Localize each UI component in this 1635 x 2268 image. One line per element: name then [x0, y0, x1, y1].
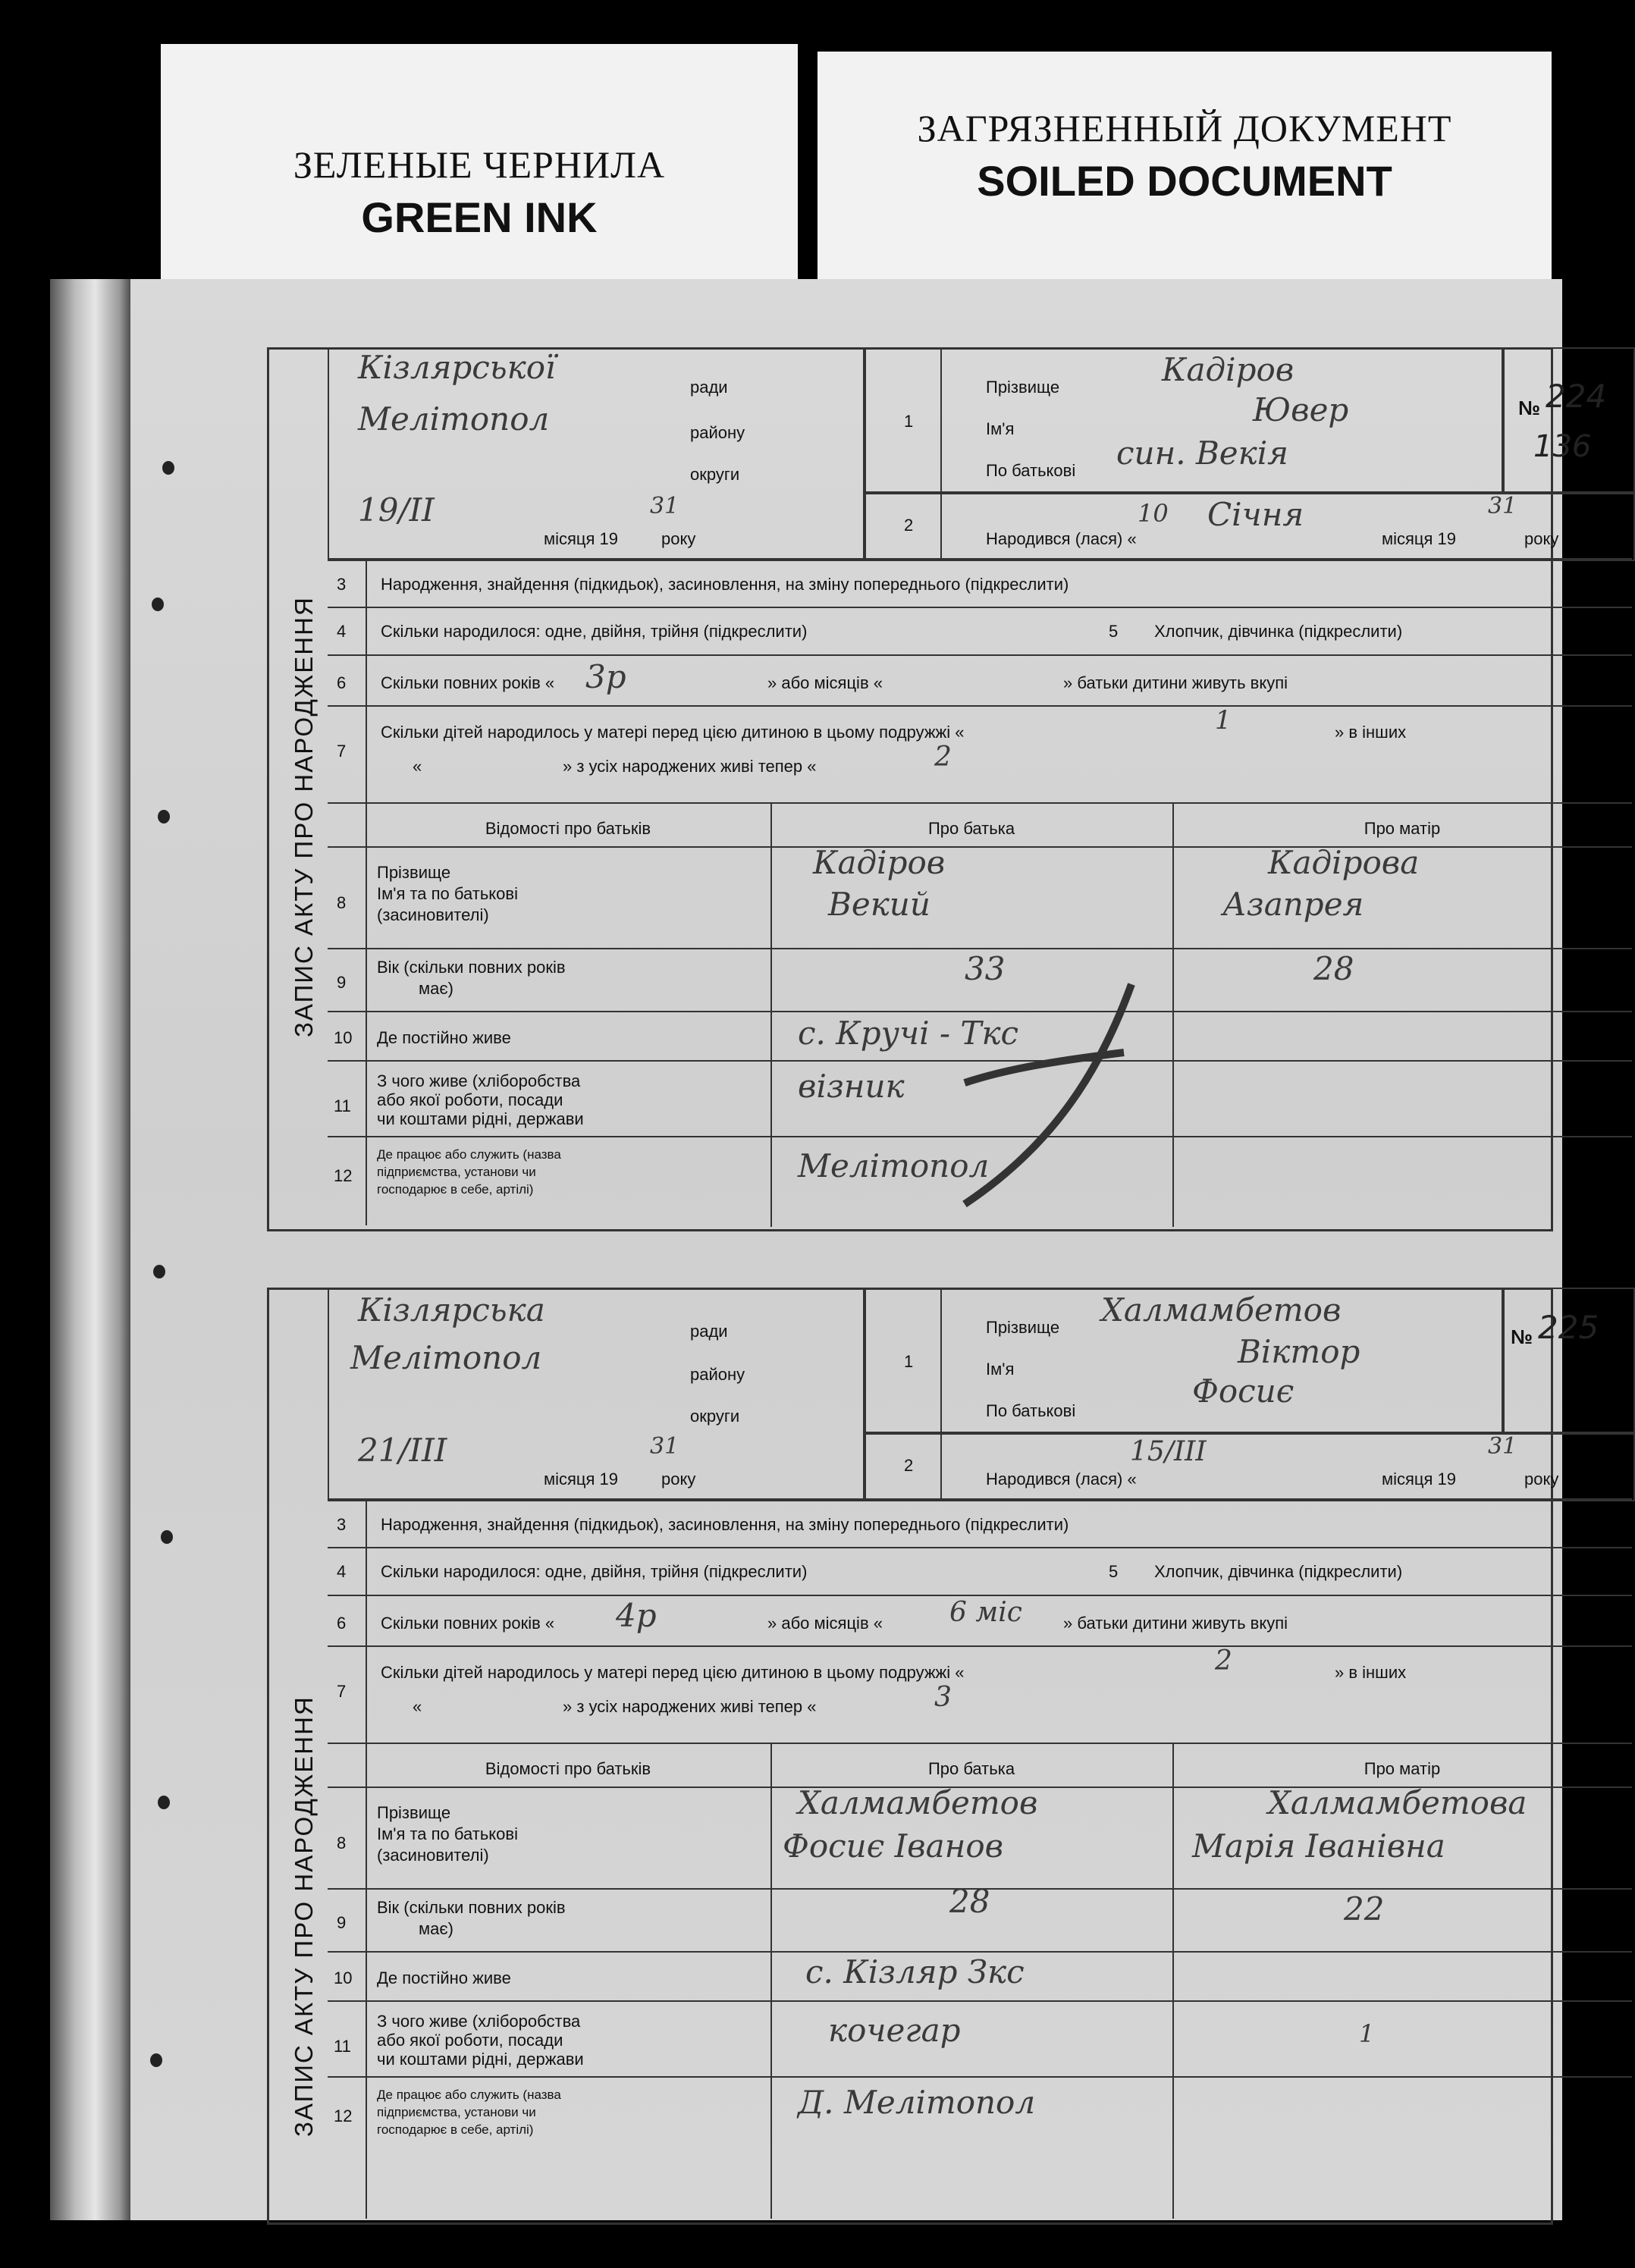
row-line	[328, 654, 1632, 656]
hw-father-work: Мелітопол	[798, 1147, 990, 1184]
label-raion: району	[690, 1365, 745, 1384]
hw-mother-surname: Кадірова	[1268, 844, 1420, 881]
cancellation-stroke	[949, 977, 1147, 1219]
hw-born-day: 10	[1138, 499, 1169, 528]
row-line	[328, 846, 1632, 848]
hw-years: 3р	[585, 658, 626, 695]
row6-text-c: » батьки дитини живуть вкупі	[1063, 673, 1288, 692]
header-father: Про батька	[927, 1759, 1015, 1778]
r12-label-c: господарює в себе, артілі)	[377, 2122, 534, 2137]
hw-father-surname: Халмамбетов	[798, 1784, 1038, 1821]
hw-alive: 3	[934, 1682, 952, 1713]
hw-alive: 2	[934, 742, 952, 773]
r8-label-b: Ім'я та по батькові	[377, 884, 518, 903]
r12-label-b: підприємства, установи чи	[377, 2105, 536, 2119]
hw-father-occupation: візник	[798, 1068, 905, 1105]
binding-spine	[50, 279, 132, 2220]
row7-text-b: » в інших	[1335, 723, 1407, 742]
row3-text: Народження, знайдення (підкидьок), засиновлення, на зміну попереднього (підкреслити)	[381, 1515, 1069, 1534]
hw-surname: Кадіров	[1162, 351, 1295, 388]
row-number: 7	[337, 742, 347, 761]
row3-text: Народження, знайдення (підкидьок), засиновлення, на зміну попереднього (підкреслити)	[381, 575, 1069, 594]
label-roku: року	[1524, 529, 1559, 548]
number-column-divider	[366, 1498, 367, 2219]
soiled-document-label-en: SOILED DOCUMENT	[977, 157, 1392, 205]
row-number: 9	[337, 1913, 347, 1932]
header-info: Відомості про батьків	[485, 819, 651, 838]
row6-text-b: » або місяців «	[767, 673, 883, 692]
row5-text: Хлопчик, дівчинка (підкреслити)	[1154, 622, 1403, 641]
label-name: Ім'я	[986, 419, 1015, 438]
hw-raion: Мелітопол	[358, 400, 550, 438]
header-father: Про батька	[927, 819, 1015, 838]
hw-born-month: Січня	[1207, 496, 1304, 533]
record-number-2: 136	[1533, 429, 1592, 464]
hw-patronymic: Фосиє	[1192, 1372, 1295, 1410]
hw-father-work: Д. Мелітопол	[798, 2084, 1036, 2121]
row4-text: Скільки народилося: одне, двійня, трійня (підкреслити)	[381, 1562, 808, 1581]
hw-date: 21/ІІІ	[358, 1432, 447, 1469]
hw-date: 19/ІІ	[358, 491, 435, 529]
label-roku: року	[1524, 1470, 1559, 1488]
row7-text-c: «	[413, 1697, 422, 1716]
r8-label-c: (засиновителі)	[377, 1846, 489, 1865]
label-okrugy: округи	[690, 1407, 740, 1426]
r8-label-a: Прізвище	[377, 1803, 451, 1822]
soiled-document-label-ru: ЗАГРЯЗНЕННЫЙ ДОКУМЕНТ	[917, 107, 1452, 149]
r11-label-c: чи коштами рідні, держави	[377, 2050, 584, 2069]
green-ink-label-en: GREEN INK	[361, 193, 598, 241]
hw-father-surname: Кадіров	[813, 844, 946, 881]
label-name: Ім'я	[986, 1360, 1015, 1379]
label-patronymic: По батькові	[986, 461, 1076, 480]
row7-text-a: Скільки дітей народилось у матері перед цією дитиною в цьому подружжі «	[381, 1663, 965, 1682]
row-line	[328, 1645, 1632, 1647]
green-ink-label-card	[161, 44, 798, 287]
label-rada: ради	[690, 378, 728, 397]
hw-father-occupation: кочегар	[828, 2012, 961, 2049]
hw-rada: Кізлярської	[358, 349, 556, 386]
r11-label-b: або якої роботи, посади	[377, 1090, 563, 1109]
row-line	[328, 1498, 1632, 1500]
hw-year: 31	[650, 1433, 679, 1460]
hw-surname: Халмамбетов	[1101, 1291, 1342, 1328]
label-rada: ради	[690, 1322, 728, 1341]
r9-label-a: Вік (скільки повних років	[377, 1898, 566, 1917]
hw-born-year: 31	[1488, 493, 1517, 519]
row-number: 12	[334, 2106, 353, 2125]
r12-label-b: підприємства, установи чи	[377, 1165, 536, 1179]
r11-label-b: або якої роботи, посади	[377, 2031, 563, 2050]
hw-mother-name: Азапрея	[1222, 886, 1364, 923]
r10-label: Де постійно живе	[377, 1028, 511, 1047]
row7-text-d: » з усіх народжених живі тепер «	[563, 1697, 817, 1716]
row6-text-a: Скільки повних років «	[381, 1614, 555, 1633]
label-born: Народився (лася) «	[986, 529, 1137, 548]
row-line	[328, 607, 1632, 608]
number-column-divider	[366, 558, 367, 1225]
row-line	[328, 705, 1632, 707]
hw-born-year: 31	[1488, 1433, 1517, 1460]
r9-label-b: має)	[419, 979, 453, 998]
birth-record-225	[130, 1288, 1599, 2220]
label-okrugy: округи	[690, 465, 740, 484]
divider	[940, 347, 942, 491]
hw-raion: Мелітопол	[350, 1339, 542, 1376]
row5-text: Хлопчик, дівчинка (підкреслити)	[1154, 1562, 1403, 1581]
column-divider	[1172, 802, 1174, 1227]
row-line	[328, 2076, 1632, 2078]
number-sign: №	[1518, 397, 1540, 419]
row-number: 5	[1109, 622, 1119, 641]
row-number: 11	[334, 2037, 351, 2056]
label-misiatsia: місяця 19	[1382, 1470, 1457, 1488]
row6-text-a: Скільки повних років «	[381, 673, 555, 692]
row-line	[328, 1951, 1632, 1953]
row-line	[328, 558, 1632, 560]
r9-label-b: має)	[419, 1919, 453, 1938]
r11-label-a: З чого живе (хліборобства	[377, 1071, 581, 1090]
hw-mother-age: 28	[1313, 950, 1354, 987]
r11-label-a: З чого живе (хліборобства	[377, 2012, 581, 2031]
row-number: 12	[334, 1166, 353, 1185]
hw-mother-surname: Халмамбетова	[1268, 1784, 1527, 1821]
r12-label-a: Де працює або служить (назва	[377, 2088, 561, 2102]
hw-name: Ювер	[1253, 391, 1349, 428]
hw-father-age: 28	[949, 1883, 990, 1920]
row-number: 3	[337, 575, 347, 594]
row-number: 5	[1109, 1562, 1119, 1581]
row7-text-a: Скільки дітей народилось у матері перед цією дитиною в цьому подружжі «	[381, 723, 965, 742]
r10-label: Де постійно живе	[377, 1968, 511, 1987]
row7-text-c: «	[413, 757, 422, 776]
hw-years: 4р	[616, 1597, 657, 1634]
register-page	[130, 279, 1607, 2220]
row-number: 3	[337, 1515, 347, 1534]
hw-born-day: 15/ІІІ	[1130, 1436, 1207, 1467]
row-number: 6	[337, 1614, 347, 1633]
divider	[940, 1288, 942, 1432]
hw-name: Віктор	[1238, 1333, 1360, 1370]
number-sign: №	[1511, 1325, 1533, 1348]
label-surname: Прізвище	[986, 1318, 1060, 1337]
row-number: 2	[904, 516, 914, 535]
hw-children-before: 1	[1215, 705, 1232, 736]
row-line	[328, 948, 1632, 949]
divider	[940, 1432, 942, 1498]
record-number: 224	[1546, 378, 1607, 415]
header-mother: Про матір	[1364, 819, 1441, 838]
hw-father-residence: с. Кручі - Ткс	[798, 1015, 1019, 1052]
row-number: 2	[904, 1456, 914, 1475]
divider	[940, 491, 942, 558]
r12-label-c: господарює в себе, артілі)	[377, 1182, 534, 1197]
header-info: Відомості про батьків	[485, 1759, 651, 1778]
row-number: 1	[904, 412, 914, 431]
row-number: 7	[337, 1682, 347, 1701]
r8-label-a: Прізвище	[377, 863, 451, 882]
born-box	[863, 1432, 1635, 1501]
birth-record-224	[130, 279, 1607, 1212]
label-misiatsia: місяця 19	[1382, 529, 1457, 548]
record-number: 225	[1538, 1309, 1599, 1346]
binding-hole	[153, 1265, 165, 1278]
hw-patronymic: син. Векія	[1116, 434, 1288, 472]
row-number: 4	[337, 622, 347, 641]
row-number: 8	[337, 1834, 347, 1852]
label-roku: року	[661, 1470, 696, 1488]
label-roku: року	[661, 529, 696, 548]
r8-label-c: (засиновителі)	[377, 905, 489, 924]
record-side-title: ЗАПИС АКТУ ПРО НАРОДЖЕННЯ	[290, 1696, 318, 2137]
hw-father-residence: с. Кізляр Зкс	[805, 1953, 1025, 1990]
label-surname: Прізвище	[986, 378, 1060, 397]
row7-text-b: » в інших	[1335, 1663, 1407, 1682]
record-number-box	[1502, 347, 1635, 494]
r8-label-b: Ім'я та по батькові	[377, 1824, 518, 1843]
row-line	[328, 1595, 1632, 1596]
row-number: 11	[334, 1096, 351, 1115]
record-side-title: ЗАПИС АКТУ ПРО НАРОДЖЕННЯ	[290, 596, 318, 1037]
hw-mother-occupation: 1	[1359, 2019, 1375, 2048]
label-misiatsia: місяця 19	[544, 529, 619, 548]
header-mother: Про матір	[1364, 1759, 1441, 1778]
hw-children-before: 2	[1215, 1645, 1232, 1677]
row6-text-c: » батьки дитини живуть вкупі	[1063, 1614, 1288, 1633]
green-ink-label-ru: ЗЕЛЕНЫЕ ЧЕРНИЛА	[293, 143, 666, 186]
column-divider	[1172, 1743, 1174, 2219]
hw-father-name: Векий	[828, 886, 930, 923]
row-line	[328, 802, 1632, 804]
soiled-document-label-card	[818, 52, 1552, 302]
hw-rada: Кізлярська	[358, 1291, 545, 1328]
label-born: Народився (лася) «	[986, 1470, 1137, 1488]
r12-label-a: Де працює або служить (назва	[377, 1147, 561, 1162]
label-misiatsia: місяця 19	[544, 1470, 619, 1488]
row-line	[328, 1547, 1632, 1548]
hw-mother-name: Марія Іванівна	[1192, 1827, 1445, 1865]
row-number: 4	[337, 1562, 347, 1581]
r9-label-a: Вік (скільки повних років	[377, 958, 566, 977]
row-number: 1	[904, 1352, 914, 1371]
row-number: 10	[334, 1968, 353, 1987]
column-divider	[770, 1743, 772, 2219]
hw-father-name: Фосиє Іванов	[783, 1827, 1004, 1865]
row-number: 6	[337, 673, 347, 692]
row6-text-b: » або місяців «	[767, 1614, 883, 1633]
row-line	[328, 2000, 1632, 2002]
hw-year: 31	[650, 493, 679, 519]
column-divider	[770, 802, 772, 1227]
r11-label-c: чи коштами рідні, держави	[377, 1109, 584, 1128]
row-line	[328, 1743, 1632, 1744]
label-raion: району	[690, 423, 745, 442]
row4-text: Скільки народилося: одне, двійня, трійня (підкреслити)	[381, 622, 808, 641]
hw-father-age: 33	[965, 950, 1006, 987]
row-number: 10	[334, 1028, 353, 1047]
hw-mother-age: 22	[1344, 1890, 1385, 1928]
row-number: 8	[337, 893, 347, 912]
row-number: 9	[337, 973, 347, 992]
hw-months: 6 міс	[949, 1597, 1022, 1628]
row7-text-d: » з усіх народжених живі тепер «	[563, 757, 817, 776]
label-patronymic: По батькові	[986, 1401, 1076, 1420]
